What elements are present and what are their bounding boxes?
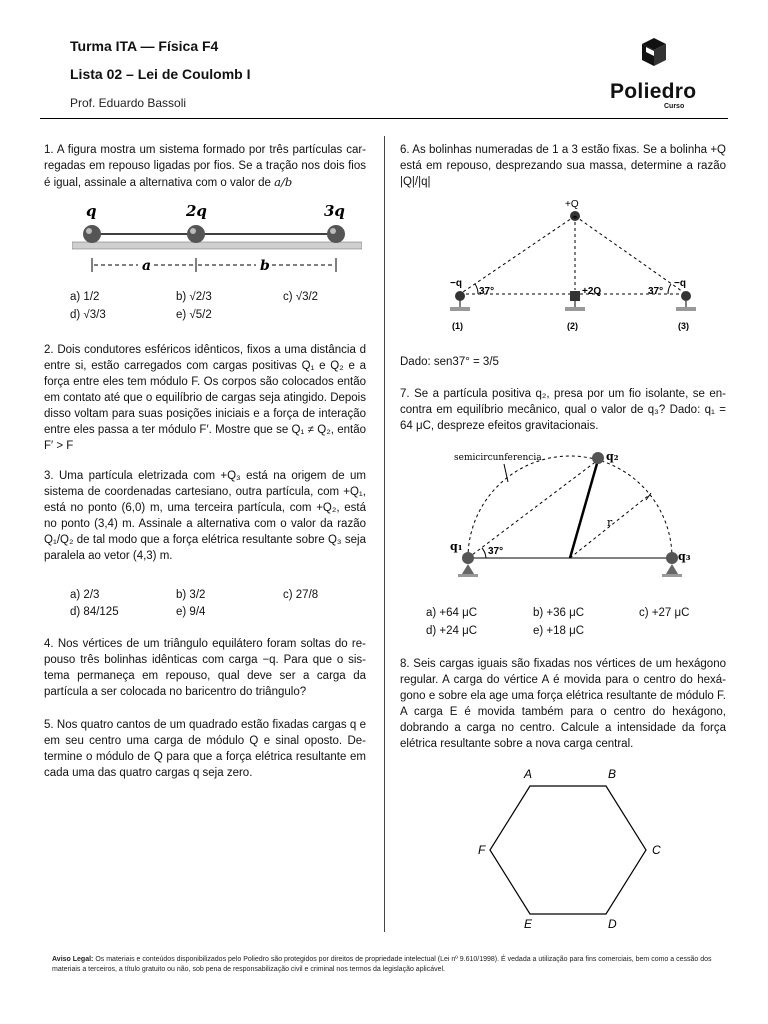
question-6: 6. As bolinhas numeradas de 1 a 3 estão fixas. Se a bolinha +Q está em repouso, desprezando sua massa, determine a razão |Q|/|q| — [400, 144, 726, 188]
q6-num-1: (1) — [452, 321, 463, 331]
q1-sphere-3q — [327, 225, 345, 243]
logo-text: Poliedro — [610, 80, 697, 103]
q3-option-c[interactable]: c) 27/8 — [283, 589, 319, 601]
q7-ball-q1 — [462, 552, 474, 564]
q7-ball-q2 — [592, 452, 604, 464]
q1-option-a[interactable]: a) 1/2 — [70, 291, 100, 303]
q6-label-left: −q — [450, 278, 462, 289]
q7-option-c[interactable]: c) +27 μC — [639, 607, 690, 619]
question-5: 5. Nos quatro cantos de um quadrado estão fixadas cargas q e em seu centro uma carga de módulo Q e sinal oposto. De-termine o módulo de Q para que a força elétrica resultante em cada uma das quatro cargas q seja zero. — [44, 719, 366, 779]
q7-ball-q3 — [666, 552, 678, 564]
q7-option-b[interactable]: b) +36 μC — [533, 607, 585, 619]
q6-ball-3 — [681, 291, 691, 301]
question-3: 3. Uma partícula eletrizada com +Q₃ está na origem de um sistema de coordenadas cartesiano, outra partícula, com +Q₁, está no ponto (6,0) m, uma terceira partícula, com +Q₂, está no ponto (3,4) m. Assinale a alternativa com o valor da razão Q₁/Q₂ de tal modo que a força elétrica resultante sobre Q₃ seja paralela ao vetor (4,3) m. — [44, 470, 366, 562]
q1-option-c[interactable]: c) √3/2 — [283, 291, 319, 303]
q1-figure — [72, 198, 362, 278]
q8-label-c: C — [652, 843, 661, 857]
q6-num-2: (2) — [567, 321, 578, 331]
q7-option-a[interactable]: a) +64 μC — [426, 607, 478, 619]
q1-sphere-2q — [187, 225, 205, 243]
q7-option-e[interactable]: e) +18 μC — [533, 625, 585, 637]
q1-sphere-q — [83, 225, 101, 243]
legal-text: Os materiais e conteúdos disponibilizados pelo Poliedro são protegidos por direitos de propriedade intelectual (Lei nº 9.610/1998). É vedada a utilização para fins comerciais, bem como a cessão dos materiais a terceiros, a título gratuito ou não, sob pena de responsabilização civil e criminal nos termos da legislação aplicável. — [52, 956, 712, 973]
q3-option-e[interactable]: e) 9/4 — [176, 606, 206, 618]
legal-label: Aviso Legal: — [52, 956, 94, 963]
header-rule — [40, 118, 728, 119]
header-turma: Turma ITA — Física F4 — [70, 38, 219, 54]
question-4: 4. Nos vértices de um triângulo equilátero foram soltas do re-pouso três bolinhas idênticas com carga −q. Para que o sis-tema permaneça em repouso, qual deve ser a carga da partícula a ser colocada no baricentro do triângulo? — [44, 638, 366, 698]
q8-label-b: B — [608, 767, 617, 781]
q8-hexagon-figure — [470, 764, 670, 930]
q6-label-center: +2Q — [582, 286, 602, 297]
q1-text-math: a/b — [274, 175, 293, 189]
q1-label-q: q — [86, 202, 97, 220]
q7-label-q2: q₂ — [606, 450, 619, 463]
q6-num-3: (3) — [678, 321, 689, 331]
header-lista: Lista 02 – Lei de Coulomb I — [70, 66, 251, 82]
question-8: 8. Seis cargas iguais são fixadas nos vértices de um hexágono regular. A carga do vértice A é movida para o centro do hexá-gono e sobre ela age uma força elétrica resultante de módulo F. A carga E é movida também para o centro do hexágono, dobrando a carga no centro. Calcule a intensidade da força elétrica resultante sobre a nova carga central. — [400, 658, 726, 750]
q1-options — [70, 289, 370, 325]
header-prof: Prof. Eduardo Bassoli — [70, 96, 187, 110]
q3-options — [70, 587, 370, 623]
q8-label-f: F — [478, 843, 486, 857]
question-2: 2. Dois condutores esféricos idênticos, fixos a uma distância d entre si, estão carregados com cargas positivas Q₁ e Q₂ e a força entre eles tem módulo F. Os corpos são colocados então em contato até que o equilíbrio de cargas seja atingido. Depois disso voltam para suas posições iniciais e a força de interação entre eles passa a ter módulo F′. Mostre que se Q₁ ≠ Q₂, então F′ > F — [44, 344, 366, 452]
q6-ball-2 — [570, 291, 580, 301]
q7-figure — [448, 446, 702, 584]
question-7: 7. Se a partícula positiva q₂, presa por um fio isolante, se en-contra em equilíbrio mecânico, qual o valor de q₃? Dado: q₁ = 64 μC, despreze efeitos gravitacionais. — [400, 388, 726, 432]
q1-text: 1. A figura mostra um sistema formado por três partículas car-regadas em repouso ligadas por fios. Se a tração nos dois fios é igual, assinale a alternativa com o valor de — [44, 144, 366, 189]
q7-option-d[interactable]: d) +24 μC — [426, 625, 478, 637]
q3-option-a[interactable]: a) 2/3 — [70, 589, 100, 601]
q7-label-q3: q₃ — [678, 550, 691, 563]
q7-options — [426, 605, 726, 641]
logo-sub: Curso — [664, 103, 685, 110]
q1-label-3q: 3q — [324, 202, 345, 220]
q1-label-a: a — [142, 258, 152, 274]
q6-angle-right: 37° — [648, 286, 664, 297]
q6-figure — [446, 196, 706, 336]
q6-label-top: +Q — [565, 199, 579, 210]
q6-label-right: −q — [674, 278, 686, 289]
q8-hexagon — [490, 786, 646, 914]
q7-label-semi: semicircunferencia — [454, 453, 542, 463]
legal-notice — [52, 955, 714, 975]
q6-angle-left: 37° — [479, 286, 495, 297]
q1-label-b: b — [260, 258, 270, 274]
question-1 — [44, 142, 366, 191]
q3-option-b[interactable]: b) 3/2 — [176, 589, 206, 601]
q7-label-r: r — [607, 516, 613, 529]
q1-option-d[interactable]: d) √3/3 — [70, 309, 106, 321]
q3-option-d[interactable]: d) 84/125 — [70, 606, 119, 618]
q1-option-e[interactable]: e) √5/2 — [176, 309, 212, 321]
q7-angle: 37° — [488, 546, 504, 557]
q6-ball-1 — [455, 291, 465, 301]
q8-label-d: D — [608, 917, 617, 930]
q7-label-q1: q₁ — [450, 540, 463, 553]
q8-label-e: E — [524, 917, 533, 930]
q8-label-a: A — [524, 767, 533, 781]
q1-label-2q: 2q — [186, 202, 207, 220]
q6-dado: Dado: sen37° = 3/5 — [400, 356, 499, 368]
q1-option-b[interactable]: b) √2/3 — [176, 291, 212, 303]
column-divider — [384, 136, 385, 932]
